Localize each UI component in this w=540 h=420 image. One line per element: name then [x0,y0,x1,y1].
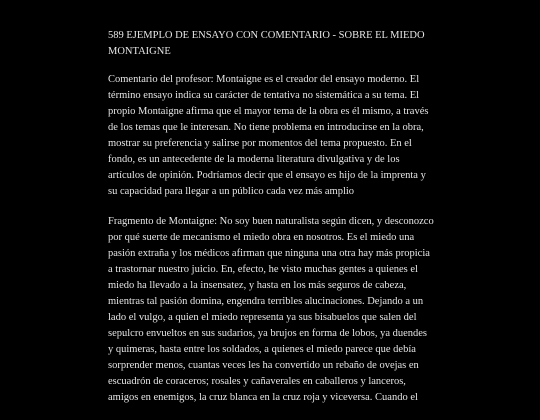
document-title: 589 EJEMPLO DE ENSAYO CON COMENTARIO - SOBRE EL MIEDO MONTAIGNE [108,30,425,57]
fragment-paragraph: Fragmento de Montaigne: No soy buen naturalista según dicen, y desconozco por qué suerte de mecanismo el miedo obra en nosotros. Es el miedo una pasión extraña y los médicos afirman que ninguna una otra hay más propicia a trastornar nuestro juicio. En, efecto, he visto muchas gentes a quienes el miedo ha llevado a la insensatez, y hasta en los más seguros de cabeza, mientras tal pasión domina, engendra terribles alucinaciones. Dejando a un lado el vulgo, a quien el miedo representa ya sus bisabuelos que salen del sepulcro envueltos en sus sudarios, ya brujos en forma de lobos, ya duendes y quimeras, hasta entre los soldados, a quienes el miedo parece que debía sorprender menos, cuantas veces les ha convertido un rebaño de ovejas en escuadrón de coraceros; rosales y cañaverales en caballeros y lanceros, amigos en enemigos, la cruz blanca en la cruz roja y viceversa. Cuando el [108,216,434,403]
commentary-paragraph: Comentario del profesor: Montaigne es el creador del ensayo moderno. El término ensayo indica su carácter de tentativa no sistemática a su tema. El propio Montaigne afirma que el mayor tema de la obra es él mismo, a través de los temas que le interesan. No tiene problema en introducirse en la obra, mostrar su preferencia y salirse por momentos del tema propuesto. En el fondo, es un antecedente de la moderna literatura divulgativa y de los artículos de opinión. Podríamos decir que el ensayo es hijo de la imprenta y su capacidad para llegar a un público cada vez más amplio [108,74,429,197]
document-page [108,28,434,420]
